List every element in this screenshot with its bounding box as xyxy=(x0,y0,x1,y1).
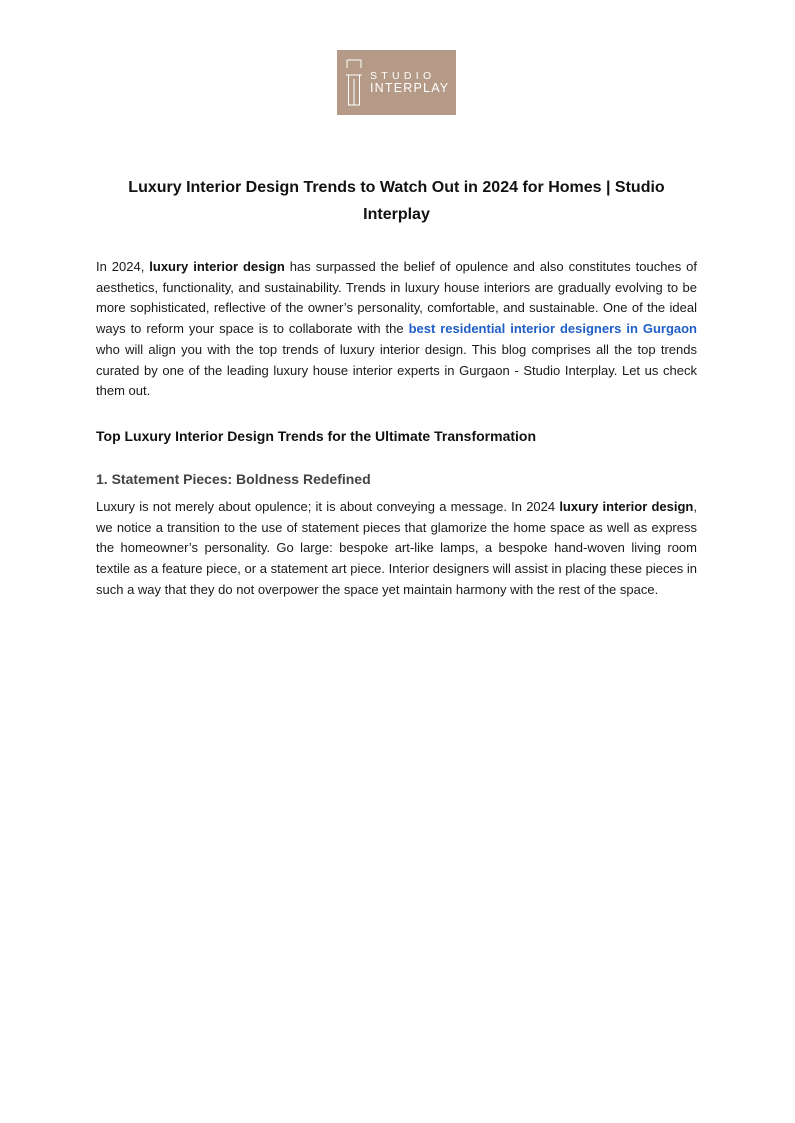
statement-pieces-paragraph xyxy=(96,497,697,601)
intro-text-3: who will align you with the top trends of luxury interior design. This blog comprises all the top trends curated by one of the leading luxury house interior experts in Gurgaon - Studio Interplay. Let us check them out. xyxy=(96,341,697,399)
intro-text-2: has surpassed the belief of opulence and also constitutes touches of aesthetics, functionality, and sustainability. Trends in luxury house interiors are gradually evolving to be more sophisticated, reflective of the owner’s personality, comfortable, and sustainable. One of the ideal ways to reform your space is to collaborate with the xyxy=(96,259,697,337)
studio-interplay-logo-mark-icon xyxy=(346,59,362,107)
statement-text-1: Luxury is not merely about opulence; it is about conveying a message. In 2024 xyxy=(96,499,560,514)
page-title: Luxury Interior Design Trends to Watch Out in 2024 for Homes | Studio Interplay xyxy=(128,179,665,223)
statement-bold-keyword: luxury interior design xyxy=(559,499,694,514)
statement-text-2: , we notice a transition to the use of statement pieces that glamorize the home space as well as express the homeowner’s personality. Go large: bespoke art-like lamps, a bespoke hand-woven living room textile as a feature piece, or a statement art piece. Interior designers will assist in placing these pieces in such a way that they do not overpower the space yet maintain harmony with the rest of the space. xyxy=(96,499,697,597)
residential-designers-link[interactable]: best residential interior designers in Gurgaon xyxy=(408,321,697,337)
section-heading: Top Luxury Interior Design Trends for the Ultimate Transformation xyxy=(96,428,537,444)
subsection-heading: 1. Statement Pieces: Boldness Redefined xyxy=(96,471,371,487)
studio-interplay-logo xyxy=(337,50,456,115)
logo-text-studio: STUDIO xyxy=(370,70,436,82)
intro-bold-keyword: luxury interior design xyxy=(149,259,285,274)
logo-text-interplay: INTERPLAY xyxy=(370,81,450,95)
intro-text-1: In 2024, xyxy=(96,259,150,274)
intro-paragraph xyxy=(96,257,697,402)
